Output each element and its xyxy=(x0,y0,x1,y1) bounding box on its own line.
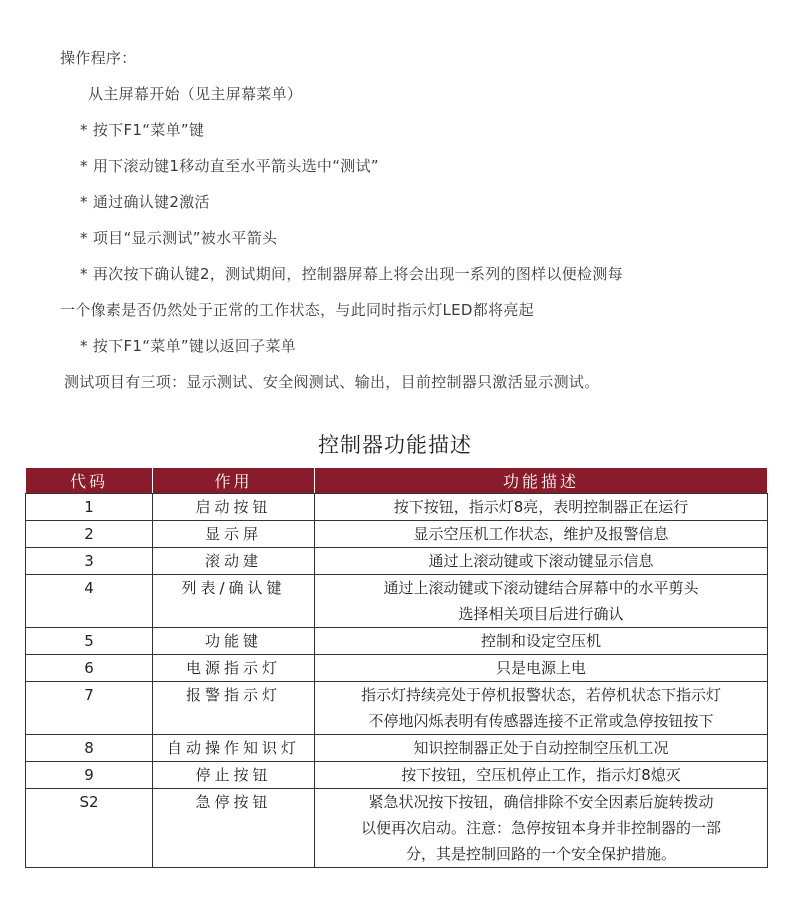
table-row xyxy=(26,494,768,521)
cell-description xyxy=(315,494,768,521)
header-code: 代码 xyxy=(26,468,153,494)
cell-code: 2 xyxy=(26,521,153,548)
table-row xyxy=(26,682,768,735)
cell-use: 停止按钮 xyxy=(153,762,315,789)
table-header-row xyxy=(26,468,768,494)
header-use: 作用 xyxy=(153,468,315,494)
function-table xyxy=(25,467,768,868)
cell-use: 列表/确认键 xyxy=(153,575,315,628)
table-row xyxy=(26,548,768,575)
procedure-step: * 通过确认键2激活 xyxy=(80,193,210,211)
description-line: 以便再次启动。注意：急停按钮本身并非控制器的一部 xyxy=(360,819,721,837)
description-line: 选择相关项目后进行确认 xyxy=(458,605,624,623)
procedure-step: * 再次按下确认键2，测试期间，控制器屏幕上将会出现一系列的图样以便检测每 xyxy=(80,265,623,283)
cell-code: 8 xyxy=(26,735,153,762)
procedure-step: * 按下F1“菜单”键 xyxy=(80,121,205,139)
cell-description xyxy=(315,521,768,548)
cell-use: 功能键 xyxy=(153,628,315,655)
procedure-step: * 按下F1“菜单”键以返回子菜单 xyxy=(80,337,297,355)
procedure-step-continuation: 一个像素是否仍然处于正常的工作状态，与此同时指示灯LED都将亮起 xyxy=(60,301,534,319)
table-row xyxy=(26,628,768,655)
description-line: 只是电源上电 xyxy=(495,659,586,677)
cell-use: 报警指示灯 xyxy=(153,682,315,735)
cell-description xyxy=(315,575,768,628)
cell-code: 5 xyxy=(26,628,153,655)
table-row xyxy=(26,575,768,628)
procedure-heading: 操作程序： xyxy=(60,49,137,67)
description-line: 分，其是控制回路的一个安全保护措施。 xyxy=(405,845,676,863)
cell-code: S2 xyxy=(26,789,153,868)
description-line: 通过上滚动键或下滚动键显示信息 xyxy=(428,552,654,570)
cell-description xyxy=(315,682,768,735)
cell-code: 3 xyxy=(26,548,153,575)
procedure-line: 从主屏幕开始（见主屏幕菜单） xyxy=(88,85,303,103)
table-row xyxy=(26,521,768,548)
description-line: 指示灯持续亮处于停机报警状态，若停机状态下指示灯 xyxy=(360,686,721,704)
cell-code: 4 xyxy=(26,575,153,628)
table-row xyxy=(26,789,768,868)
cell-use: 显示屏 xyxy=(153,521,315,548)
description-line: 通过上滚动键或下滚动键结合屏幕中的水平剪头 xyxy=(383,579,699,597)
cell-description xyxy=(315,655,768,682)
cell-use: 急停按钮 xyxy=(153,789,315,868)
cell-use: 滚动建 xyxy=(153,548,315,575)
description-line: 知识控制器正处于自动控制空压机工况 xyxy=(413,739,669,757)
table-title: 控制器功能描述 xyxy=(318,433,472,457)
cell-code: 7 xyxy=(26,682,153,735)
cell-use: 自动操作知识灯 xyxy=(153,735,315,762)
cell-description xyxy=(315,789,768,868)
cell-description xyxy=(315,762,768,789)
table-row xyxy=(26,735,768,762)
table-row xyxy=(26,655,768,682)
description-line: 按下按钮，空压机停止工作，指示灯8熄灭 xyxy=(401,766,681,784)
cell-description xyxy=(315,628,768,655)
table-row xyxy=(26,762,768,789)
cell-use: 启动按钮 xyxy=(153,494,315,521)
procedure-note: 测试项目有三项：显示测试、安全阀测试、输出，目前控制器只激活显示测试。 xyxy=(64,373,600,391)
description-line: 不停地闪烁表明有传感器连接不正常或急停按钮按下 xyxy=(368,712,714,730)
description-line: 按下按钮，指示灯8亮，表明控制器正在运行 xyxy=(393,498,689,516)
procedure-step: * 用下滚动键1移动直至水平箭头选中“测试” xyxy=(80,157,379,175)
table-body xyxy=(26,494,768,868)
cell-code: 1 xyxy=(26,494,153,521)
description-line: 显示空压机工作状态，维护及报警信息 xyxy=(413,525,669,543)
cell-description xyxy=(315,548,768,575)
description-line: 紧急状况按下按钮，确信排除不安全因素后旋转拨动 xyxy=(368,793,714,811)
description-line: 控制和设定空压机 xyxy=(480,632,601,650)
procedure-step: * 项目“显示测试”被水平箭头 xyxy=(80,229,278,247)
cell-code: 6 xyxy=(26,655,153,682)
header-description: 功能描述 xyxy=(315,468,768,494)
cell-description xyxy=(315,735,768,762)
cell-code: 9 xyxy=(26,762,153,789)
cell-use: 电源指示灯 xyxy=(153,655,315,682)
